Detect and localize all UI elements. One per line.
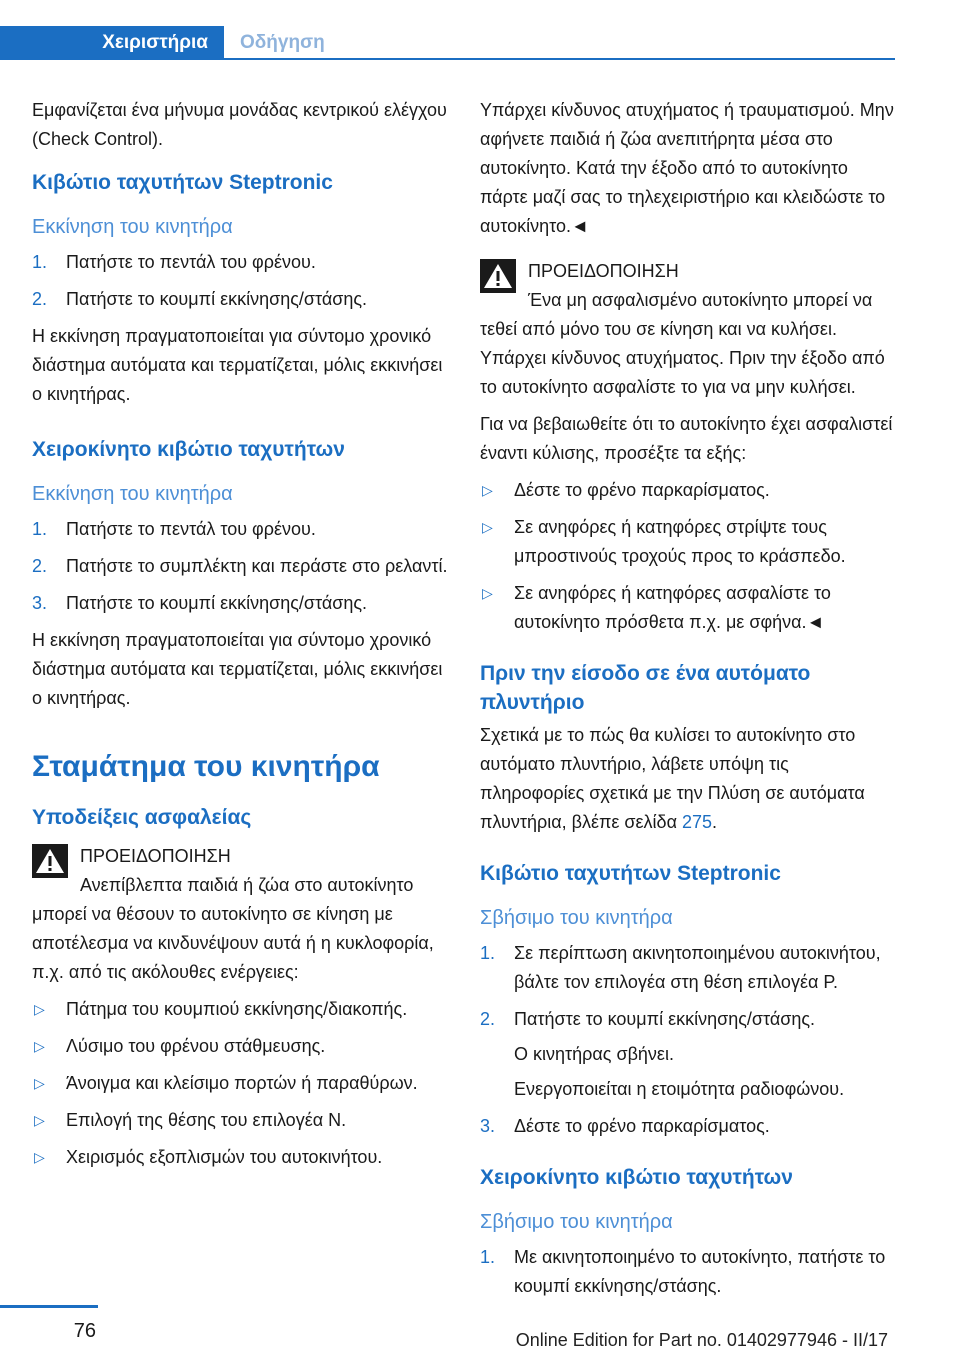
warning-label: ΠΡΟΕΙΔΟΠΟΙΗΣΗ: [528, 261, 679, 281]
step-number: 1.: [480, 943, 496, 963]
section-title-steptronic-off: Κιβώτιο ταχυτήτων Steptronic: [480, 862, 781, 885]
warning-label: ΠΡΟΕΙΔΟΠΟΙΗΣΗ: [80, 846, 231, 866]
subsection-title-off-2: Σβήσιμο του κινητήρα: [480, 1211, 673, 1233]
header-rule: [224, 58, 895, 60]
rolling-note: Για να βεβαιωθείτε ότι το αυτοκίνητο έχει ασφαλιστεί έναντι κύλισης, προσέξτε τα εξής:: [480, 414, 893, 463]
triangle-bullet-icon: ▷: [482, 482, 493, 498]
step-text: Πατήστε το κουμπί εκκίνησης/στάσης.: [514, 1009, 816, 1029]
edition-text: Online Edition for Part no. 01402977946 - II/17: [515, 1330, 888, 1350]
intro-text: Εμφανίζεται ένα μήνυμα μονάδας κεντρικού ελέγχου (Check Control).: [32, 100, 447, 149]
step-text: Με ακινητοποιημένο το αυτοκίνητο, πατήστε το κουμπί εκκίνησης/στάσης.: [514, 1247, 886, 1296]
triangle-bullet-icon: ▷: [34, 1038, 45, 1054]
subsection-title-off-1: Σβήσιμο του κινητήρα: [480, 907, 673, 929]
page-number: 76: [73, 1320, 96, 1342]
warning-box: [32, 842, 450, 987]
step-number: 1.: [32, 252, 48, 272]
bullet-text: Σε ανηφόρες ή κατηφόρες ασφαλίστε το αυτοκίνητο πρόσθετα π.χ. με σφήνα.◄: [514, 583, 831, 632]
list-item: [32, 1143, 450, 1172]
triangle-bullet-icon: ▷: [34, 1001, 45, 1017]
left-column: [32, 96, 450, 1180]
step-text: Πατήστε το πεντάλ του φρένου.: [66, 519, 316, 539]
list-item: [480, 513, 898, 571]
list-item: [480, 579, 898, 637]
subsection-title-start-2: Εκκίνηση του κινητήρα: [32, 483, 233, 505]
step-substep: Ενεργοποιείται η ετοιμότητα ραδιοφώνου.: [514, 1079, 845, 1099]
step-number: 1.: [32, 519, 48, 539]
step-text: Πατήστε το συμπλέκτη και περάστε στο ρελαντί.: [66, 556, 448, 576]
list-item: [32, 248, 450, 277]
warning-triangle-icon: [32, 844, 68, 878]
step-number: 3.: [32, 593, 48, 613]
bullet-text: Χειρισμός εξοπλισμών του αυτοκινήτου.: [66, 1147, 383, 1167]
step-text: Πατήστε το πεντάλ του φρένου.: [66, 252, 316, 272]
list-item: [32, 589, 450, 618]
step-text: Δέστε το φρένο παρκαρίσματος.: [514, 1116, 770, 1136]
chapter-title-stop: Σταμάτημα του κινητήρα: [32, 750, 380, 783]
start-note-2: Η εκκίνηση πραγματοποιείται για σύντομο χρονικό διάστημα αυτόματα και τερματίζεται, μόλις εκκινήσει ο κινητήρας.: [32, 630, 443, 708]
list-item: [32, 515, 450, 544]
footer-rule: [0, 1305, 98, 1308]
start-steps-2: [32, 515, 450, 618]
carwash-body: Σχετικά με το πώς θα κυλίσει το αυτοκίνητο στο αυτόματο πλυντήριο, λάβετε υπόψη τις πληροφορίες σχετικά με την Πλύση σε αυτόματα πλυντήρια, βλέπε σελίδα: [480, 725, 865, 832]
bullet-text: Πάτημα του κουμπιού εκκίνησης/διακοπής.: [66, 999, 408, 1019]
step-text: Πατήστε το κουμπί εκκίνησης/στάσης.: [66, 593, 368, 613]
off-steps-2: [480, 1243, 898, 1301]
warning-triangle-icon: [480, 259, 516, 293]
tab-driving[interactable]: Οδήγηση: [240, 32, 325, 53]
step-number: 2.: [32, 556, 48, 576]
section-title-carwash: Πριν την είσοδο σε ένα αυτόματο πλυντήριο: [480, 662, 811, 714]
list-item: [32, 285, 450, 314]
bullet-text: Λύσιμο του φρένου στάθμευσης.: [66, 1036, 326, 1056]
triangle-bullet-icon: ▷: [34, 1149, 45, 1165]
warning-text: Ανεπίβλεπτα παιδιά ή ζώα στο αυτοκίνητο μπορεί να θέσουν το αυτοκίνητο σε κίνηση με αποτέλεσμα να κινδυνέψουν αυτά ή η κυκλοφορία, π.χ. από τις ακόλουθες ενέργειες:: [32, 875, 434, 982]
triangle-bullet-icon: ▷: [34, 1075, 45, 1091]
triangle-bullet-icon: ▷: [482, 585, 493, 601]
step-text: Πατήστε το κουμπί εκκίνησης/στάσης.: [66, 289, 368, 309]
start-steps-1: [32, 248, 450, 314]
list-item: [480, 1005, 898, 1104]
bullet-text: Άνοιγμα και κλείσιμο πορτών ή παραθύρων.: [66, 1073, 418, 1093]
list-item: [480, 1112, 898, 1141]
warning-continuation: Υπάρχει κίνδυνος ατυχήματος ή τραυματισμού. Μην αφήνετε παιδιά ή ζώα ανεπιτήρητα μέσα στο αυτοκίνητο. Κατά την έξοδο από το αυτοκίνητο πάρτε μαζί σας το τηλεχειριστήριο και κλειδώστε το αυτοκίνητο.◄: [480, 100, 894, 236]
triangle-bullet-icon: ▷: [482, 519, 493, 535]
warning-text: Ένα μη ασφαλισμένο αυτοκίνητο μπορεί να τεθεί από μόνο του σε κίνηση και να κυλήσει. Υπάρχει κίνδυνος ατυχήματος. Πριν την έξοδο από το αυτοκίνητο ασφαλίστε το για να μην κυλήσει.: [480, 290, 885, 397]
section-title-manual: Χειροκίνητο κιβώτιο ταχυτήτων: [32, 438, 345, 461]
section-title-manual-off: Χειροκίνητο κιβώτιο ταχυτήτων: [480, 1166, 793, 1189]
step-text: Σε περίπτωση ακινητοποιημένου αυτοκινήτου, βάλτε τον επιλογέα στη θέση επιλογέα P.: [514, 943, 881, 992]
right-column: [480, 96, 898, 1309]
step-substep: Ο κινητήρας σβήνει.: [514, 1044, 674, 1064]
bullet-text: Επιλογή της θέσης του επιλογέα N.: [66, 1110, 347, 1130]
rolling-bullets: [480, 476, 898, 637]
warning-bullets: [32, 995, 450, 1172]
triangle-bullet-icon: ▷: [34, 1112, 45, 1128]
list-item: [32, 995, 450, 1024]
bullet-text: Δέστε το φρένο παρκαρίσματος.: [514, 480, 770, 500]
section-title-steptronic: Κιβώτιο ταχυτήτων Steptronic: [32, 171, 333, 194]
step-number: 2.: [32, 289, 48, 309]
list-item: [32, 1032, 450, 1061]
list-item: [32, 552, 450, 581]
step-number: 2.: [480, 1009, 496, 1029]
list-item: [480, 939, 898, 997]
list-item: [480, 1243, 898, 1301]
subsection-title-start-1: Εκκίνηση του κινητήρα: [32, 216, 233, 238]
off-steps-1: [480, 939, 898, 1141]
carwash-text: [480, 721, 898, 837]
section-title-safety: Υποδείξεις ασφαλείας: [32, 806, 252, 829]
bullet-text: Σε ανηφόρες ή κατηφόρες στρίψτε τους μπροστινούς τροχούς προς το κράσπεδο.: [514, 517, 846, 566]
list-item: [32, 1106, 450, 1135]
warning-box: [480, 257, 898, 402]
carwash-end: .: [712, 812, 718, 832]
start-note-1: Η εκκίνηση πραγματοποιείται για σύντομο χρονικό διάστημα αυτόματα και τερματίζεται, μόλις εκκινήσει ο κινητήρας.: [32, 326, 443, 404]
tab-controls[interactable]: Χειριστήρια: [0, 26, 224, 60]
header-bar: [0, 0, 895, 62]
list-item: [32, 1069, 450, 1098]
step-number: 3.: [480, 1116, 496, 1136]
page-link-275[interactable]: 275: [682, 812, 713, 832]
step-number: 1.: [480, 1247, 496, 1267]
list-item: [480, 476, 898, 505]
